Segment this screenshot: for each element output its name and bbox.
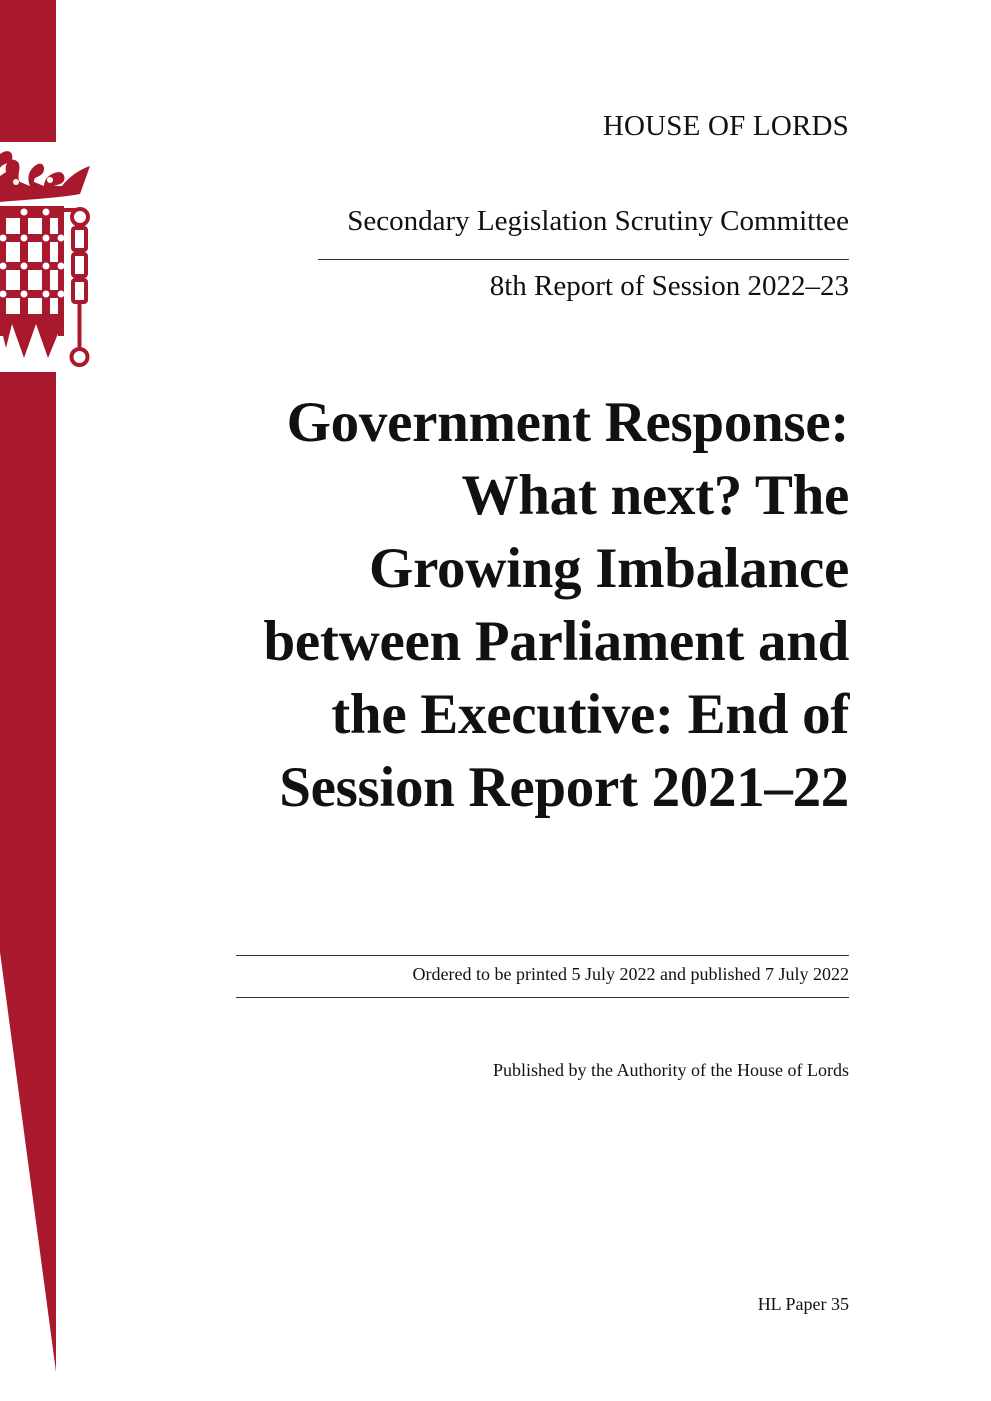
report-title (129, 386, 849, 824)
house-name: HOUSE OF LORDS (602, 110, 849, 142)
title-line: Government Response: (286, 391, 849, 454)
title-line: What next? The (461, 464, 849, 527)
report-session: 8th Report of Session 2022–23 (489, 270, 849, 302)
print-date: Ordered to be printed 5 July 2022 and published 7 July 2022 (412, 964, 849, 984)
red-sidebar-bottom (0, 372, 56, 1372)
title-line: the Executive: End of (331, 683, 849, 746)
title-line: Session Report 2021–22 (279, 756, 849, 819)
title-line: Growing Imbalance (369, 537, 849, 600)
publisher: Published by the Authority of the House of Lords (493, 1060, 849, 1080)
committee-name: Secondary Legislation Scrutiny Committee (347, 205, 849, 237)
divider (236, 997, 849, 998)
divider (236, 955, 849, 956)
portcullis-icon (0, 142, 100, 382)
title-line: between Parliament and (263, 610, 849, 673)
red-sidebar-top (0, 0, 56, 142)
divider (318, 259, 849, 260)
paper-number: HL Paper 35 (757, 1294, 849, 1314)
